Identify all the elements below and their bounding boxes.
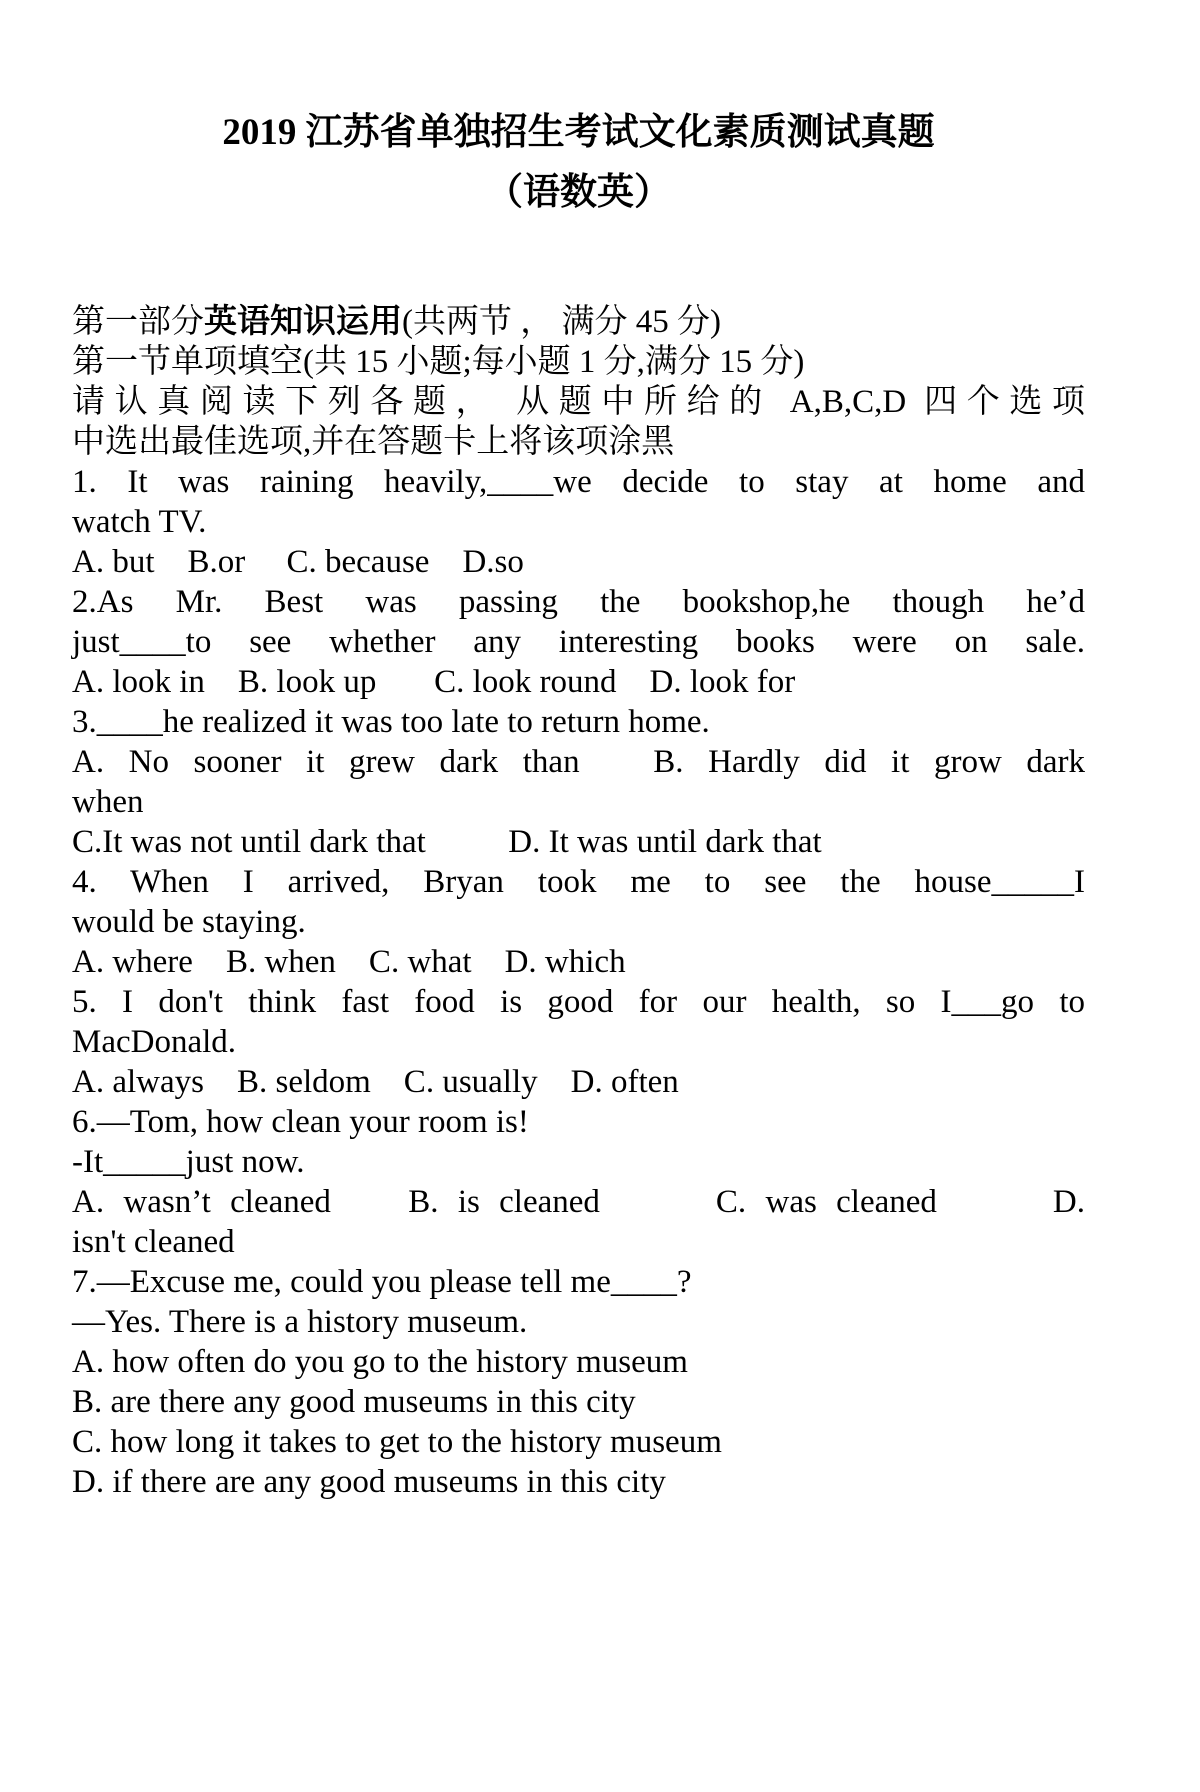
question-2-options-3: A. look in B. look up C. look round D. look for [72, 664, 796, 700]
part-heading-prefix: 第一部分 [72, 304, 204, 340]
page-title: 2019 江苏省单独招生考试文化素质测试真题 [222, 112, 935, 153]
part-heading [72, 302, 1085, 342]
question-7-options-5: C. how long it takes to get to the history museum [72, 1424, 722, 1460]
questions-block [72, 462, 1085, 1502]
question-5-stem-1: 5. I don't think fast food is good for our health, so I___go to [72, 984, 1085, 1020]
instructions-line-2: 中选出最佳选项,并在答题卡上将该项涂黑 [72, 424, 675, 460]
question-6-options-3: A. wasn’t cleaned B. is cleaned C. was cleaned D. [72, 1184, 1085, 1220]
question-3-options-3: when [72, 784, 144, 820]
question-1-options-3: A. but B.or C. because D.so [72, 544, 524, 580]
question-3-stem-1: 3.____he realized it was too late to return home. [72, 704, 710, 740]
page-subtitle: （语数英） [486, 172, 671, 213]
instructions-block [72, 382, 1085, 462]
question-5-stem-2: MacDonald. [72, 1024, 237, 1060]
question-4-stem-2: would be staying. [72, 904, 306, 940]
question-3-options-2: A. No sooner it grew dark than B. Hardly did it grow dark [72, 744, 1085, 780]
question-7-options-3: A. how often do you go to the history museum [72, 1344, 688, 1380]
question-6-stem-1: 6.—Tom, how clean your room is! [72, 1104, 529, 1140]
section-heading: 第一节单项填空(共 15 小题;每小题 1 分,满分 15 分) [72, 344, 805, 380]
instructions-line-1: 请认真阅读下列各题， 从题中所给的 A,B,C,D 四个选项 [72, 384, 1085, 420]
question-1-stem-2: watch TV. [72, 504, 207, 540]
question-1-stem-1: 1. It was raining heavily,____we decide to stay at home and [72, 464, 1085, 500]
question-7-stem-2: —Yes. There is a history museum. [72, 1304, 528, 1340]
question-3-options-4: C.It was not until dark that D. It was until dark that [72, 824, 822, 860]
exam-body [72, 302, 1085, 1502]
question-4-options-3: A. where B. when C. what D. which [72, 944, 626, 980]
question-2-stem-1: 2.As Mr. Best was passing the bookshop,he though he’d [72, 584, 1085, 620]
question-5-options-3: A. always B. seldom C. usually D. often [72, 1064, 679, 1100]
part-heading-suffix: (共两节 ， 满分 45 分) [402, 304, 721, 340]
question-6-options-4: isn't cleaned [72, 1224, 235, 1260]
part-heading-emphasis: 英语知识运用 [204, 304, 402, 340]
question-7-stem-1: 7.—Excuse me, could you please tell me____? [72, 1264, 692, 1300]
question-7-options-6: D. if there are any good museums in this city [72, 1464, 666, 1500]
question-4-stem-1: 4. When I arrived, Bryan took me to see the house_____I [72, 864, 1085, 900]
question-6-stem-2: -It_____just now. [72, 1144, 305, 1180]
question-7-options-4: B. are there any good museums in this city [72, 1384, 636, 1420]
question-2-stem-2: just____to see whether any interesting books were on sale. [72, 624, 1085, 660]
